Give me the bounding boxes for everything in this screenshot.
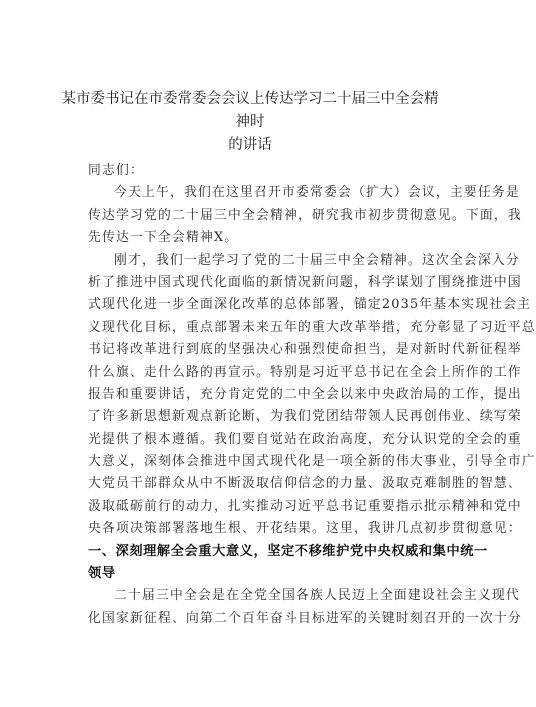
title-line-2: 的讲话: [228, 137, 272, 153]
document-title: [60, 88, 440, 157]
paragraph-2-line: 了许多新思想新观点新论断，为我们党团结带领人民再创伟业、续写荣: [88, 409, 522, 425]
paragraph-2-line: 刚才，我们一起学习了党的二十届三中全会精神。这次全会深入分: [114, 252, 520, 268]
paragraph-3-line: 二十届三中全会是在全党全国各族人民迈上全面建设社会主义现代: [114, 588, 520, 604]
paragraph-2-line: 央各项决策部署落地生根、开花结果。这里，我讲几点初步贯彻意见：: [88, 521, 522, 537]
paragraph-2-line: 义现代化目标，重点部署未来五年的重大改革举措，充分彰显了习近平总: [88, 319, 536, 335]
section-1-heading-line: 领导: [88, 566, 116, 582]
paragraph-2-line: 光提供了根本遵循。我们要自觉站在政治高度，充分认识党的全会的重: [88, 431, 522, 447]
salutation: 同志们：: [88, 163, 144, 178]
paragraph-2-line: 析了推进中国式现代化面临的新情况新问题，科学谋划了围绕推进中国: [88, 274, 522, 290]
paragraph-2-line: 报告和重要讲话，充分肯定党的二中全会以来中央政治局的工作，提出: [88, 386, 522, 402]
paragraph-2-line: 大党员干部群众从中不断汲取信仰信念的力量、汲取克难制胜的智慧、: [88, 476, 522, 492]
paragraph-1-line: 今天上午，我们在这里召开市委常委会（扩大）会议，主要任务是: [114, 185, 520, 201]
title-line-1: 某市委书记在市委常委会会议上传达学习二十届三中全会精神时: [61, 91, 439, 130]
paragraph-2-line: 什么旗、走什么路的再宣示。特别是习近平总书记在全会上所作的工作: [88, 364, 522, 380]
paragraph-2-line: 书记将改革进行到底的坚强决心和强烈使命担当，是对新时代新征程举: [88, 342, 522, 358]
paragraph-2-line: 式现代化进一步全面深化改革的总体部署，锚定2035年基本实现社会主: [88, 297, 532, 313]
section-1-heading-line: 一、深刻理解全会重大意义，坚定不移维护党中央权威和集中统一: [88, 543, 488, 559]
paragraph-2-line: 汲取砥砺前行的动力，扎实推动习近平总书记重要指示批示精神和党中: [88, 498, 522, 514]
paragraph-3-line: 化国家新征程、向第二个百年奋斗目标进军的关键时刻召开的一次十分: [88, 610, 522, 626]
paragraph-2-line: 大意义，深刻体会推进中国式现代化是一项全新的伟大事业，引导全市广: [88, 454, 536, 470]
document-body: [88, 160, 536, 630]
paragraph-1-line: 先传达一下全会精神X。: [88, 230, 239, 246]
paragraph-1-line: 传达学习党的二十届三中全会精神，研究我市初步贯彻意见。下面，我: [88, 207, 522, 223]
